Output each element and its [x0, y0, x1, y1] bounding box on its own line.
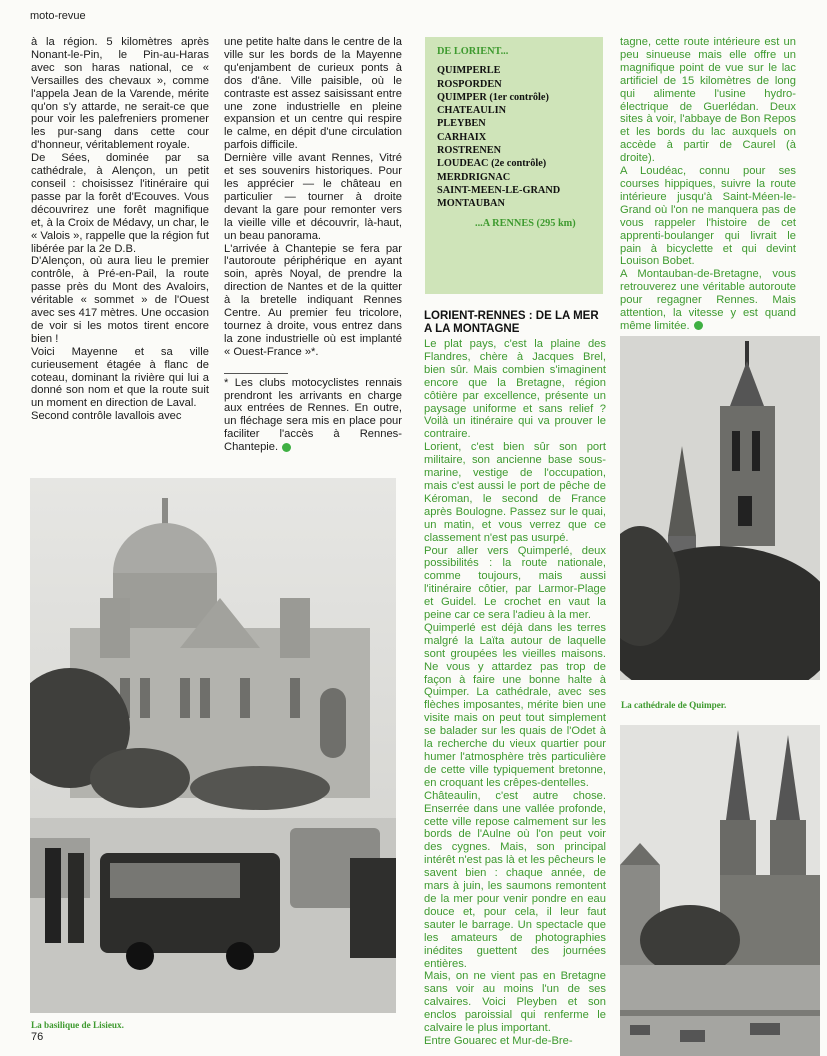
lisieux-caption: La basilique de Lisieux. — [31, 1020, 124, 1030]
itinerary-stop: ROSTRENEN — [437, 145, 502, 157]
paragraph: De Sées, dominée par sa cathédrale, à Alençon, un petit conseil : choisissez l'itinéraire qui passe par la forêt d'Ecouves. Vous découvrirez une forêt magnifique et, à la Croix de Médavy, un char, le « Valois », rappelle que la région fut libérée par la 2e D.B. — [31, 152, 209, 255]
end-dot-icon — [282, 443, 291, 452]
article-column-2 — [224, 36, 402, 454]
paragraph: à la région. 5 kilomètres après Nonant-le-Pin, le Pin-au-Haras avec son haras national, ce « Versailles des chevaux », comme l'appela Jean de la Varende, mérite qu'on s'y attarde, ne serait-ce que pour voir les palefreniers promener les pur-sang dans cette cour d'honneur, véritablement royale. — [31, 36, 209, 152]
article-column-3 — [424, 310, 606, 1048]
paragraph: Lorient, c'est bien sûr son port militaire, son ancienne base sous-marine, vestige de l'occupation, mais c'est aussi le port de pêche de Kéroman, le second de France après Boulogne. Passez sur le quai, un matin, et vous verrez que ce classement n'est pas usurpé. — [424, 441, 606, 544]
paragraph: tagne, cette route intérieure est un peu sinueuse mais elle offre un magnifique point de vue sur le lac artificiel de 15 kilomètres de long qui alimente l'usine hydro-électrique de Guerlédan. Deux sites à voir, l'abbaye de Bon Repos et les bords du lac auxquels on accède à partir de Caurel (à droite). — [620, 36, 796, 165]
itinerary-stop: MERDRIGNAC — [437, 171, 511, 183]
itinerary-stop: QUIMPERLE — [437, 65, 501, 77]
footnote — [224, 377, 402, 454]
itinerary-stop: SAINT-MEEN-LE-GRAND — [437, 184, 561, 196]
itinerary-box — [425, 37, 603, 294]
section-title: LORIENT-RENNES : DE LA MER A LA MONTAGNE — [424, 310, 599, 335]
paragraph: A Loudéac, connu pour ses courses hippiques, suivre la route intérieure jusqu'à Saint-Méen-le-Grand où l'on ne manquera pas de vous rappeler l'histoire de cet apprenti-boulanger qui livrait le pain à bicyclette et qui devint Louison Bobet. — [620, 165, 796, 268]
paragraph-text: A Montauban-de-Bretagne, vous retrouverez une véritable autoroute pour regagner Rennes. Mais attention, la vitesse y est quand même limitée. — [620, 268, 796, 332]
itinerary-destination: ...A RENNES (295 km) — [475, 217, 576, 229]
footnote-text: * Les clubs motocyclistes rennais prendront les arrivants en charge aux entrées de Rennes. En outre, un fléchage sera mis en place pour faciliter l'accès à Rennes-Chantepie. — [224, 376, 402, 454]
paragraph: Second contrôle lavallois avec — [31, 410, 182, 423]
paragraph: Le plat pays, c'est la plaine des Flandres, chère à Jacques Brel, bien sûr. Mais combien s'imaginent encore que la Bretagne, région côtière par excellence, présente un paysage uniforme et sans relief ? Voilà un itinéraire qui va prouver le contraire. — [424, 338, 606, 441]
lisieux-basilica-photo — [30, 478, 396, 1013]
paragraph: Dernière ville avant Rennes, Vitré et ses souvenirs historiques. Pour les apprécier — le château en particulier — tourner à droite devant la gare pour remonter vers la vieille ville et découvrir, là-haut, un beau panorama. — [224, 152, 402, 242]
paragraph: Pour aller vers Quimperlé, deux possibilités : la route nationale, comme toujours, mais aussi l'itinéraire côtier, par Larmor-Plage et Guidel. Le crochet en vaut la peine car ce sera l'adieu à la mer. — [424, 544, 606, 622]
article-column-1 — [31, 36, 209, 423]
itinerary-stop: CHATEAULIN — [437, 105, 507, 117]
paragraph: une petite halte dans le centre de la ville sur les bords de la Mayenne qu'enjambent de curieux ponts à dos d'âne. Ville paisible, où le contraste est assez saisissant entre une zone industrielle en pleine expansion et un centre qui respire le calme, en dépit d'une circulation parfois difficile. — [224, 36, 402, 152]
paragraph: Châteaulin, c'est autre chose. Enserrée dans une vallée profonde, cette ville repose calmement sur les bords de l'Aulne où l'on peut voir des cygnes. Mais, son principal intérêt n'est pas là et les pêcheurs le savent bien : chaque année, de mars à juin, les saumons remontent de la mer pour venir pondre en eau douce et, pour cela, il leur faut sauter le barrage. Un spectacle que les amateurs de photographies inédites guettent des journées entières. — [424, 789, 606, 970]
end-dot-icon — [694, 321, 703, 330]
quimper-caption: La cathédrale de Quimper. — [621, 700, 727, 710]
itinerary-title: DE LORIENT... — [437, 46, 509, 57]
paragraph: Entre Gouarec et Mur-de-Bre- — [424, 1034, 573, 1047]
itinerary-stop: LOUDEAC (2e contrôle) — [437, 158, 547, 170]
itinerary-stop: CARHAIX — [437, 131, 487, 143]
paragraph: L'arrivée à Chantepie se fera par l'autoroute périphérique en ayant soin, après Noyal, de prendre la direction de Nantes et de la quitter à la bretelle indiquant Rennes Centre. Au premier feu tricolore, tournez à droite, vous entrez dans la zone industrielle où est implanté « Ouest-France »*. — [224, 242, 402, 358]
paragraph: Mais, on ne vient pas en Bretagne sans voir au moins l'un de ses calvaires. Voici Pleyben et son enclos paroissial qui renferme le calvaire le plus important. — [424, 970, 606, 1035]
paragraph: Voici Mayenne et sa ville curieusement étagée à flanc de coteau, dominant la rivière qui lui a donné son nom et que la route suit un moment en direction de Laval. — [31, 345, 209, 410]
quimper-tower-photo — [620, 336, 820, 680]
quimper-cathedral-image — [620, 725, 820, 1056]
itinerary-stop: PLEYBEN — [437, 118, 486, 130]
lisieux-basilica-image — [30, 478, 396, 1013]
magazine-header: moto-revue — [30, 10, 86, 22]
paragraph: Quimperlé est déjà dans les terres malgré la Laïta autour de laquelle sont groupées les vieilles maisons. Ne vous y attardez pas trop de façon à faire une bonne halte à Quimper. La cathédrale, avec ses flèches imposantes, mérite bien une visite mais on peut tout simplement se balader sur les quais de l'Odet à la recherche du vieux quartier pour humer l'atmosphère très particulière de cette ville typiquement bretonne, en croquant les crêpes-dentelles. — [424, 621, 606, 789]
paragraph: D'Alençon, où aura lieu le premier contrôle, à Pré-en-Pail, la route passe près du Mont des Avaloirs, véritable « sommet » de l'Ouest avec ses 417 mètres. Une occasion de voir si les motos tirent encore bien ! — [31, 255, 209, 345]
itinerary-stop: MONTAUBAN — [437, 198, 505, 210]
itinerary-stop: ROSPORDEN — [437, 78, 502, 90]
page-number: 76 — [31, 1031, 44, 1043]
article-column-4 — [620, 36, 796, 333]
paragraph — [620, 268, 796, 333]
quimper-cathedral-photo — [620, 725, 820, 1056]
itinerary-stop: QUIMPER (1er contrôle) — [437, 91, 549, 103]
quimper-tower-image — [620, 336, 820, 680]
